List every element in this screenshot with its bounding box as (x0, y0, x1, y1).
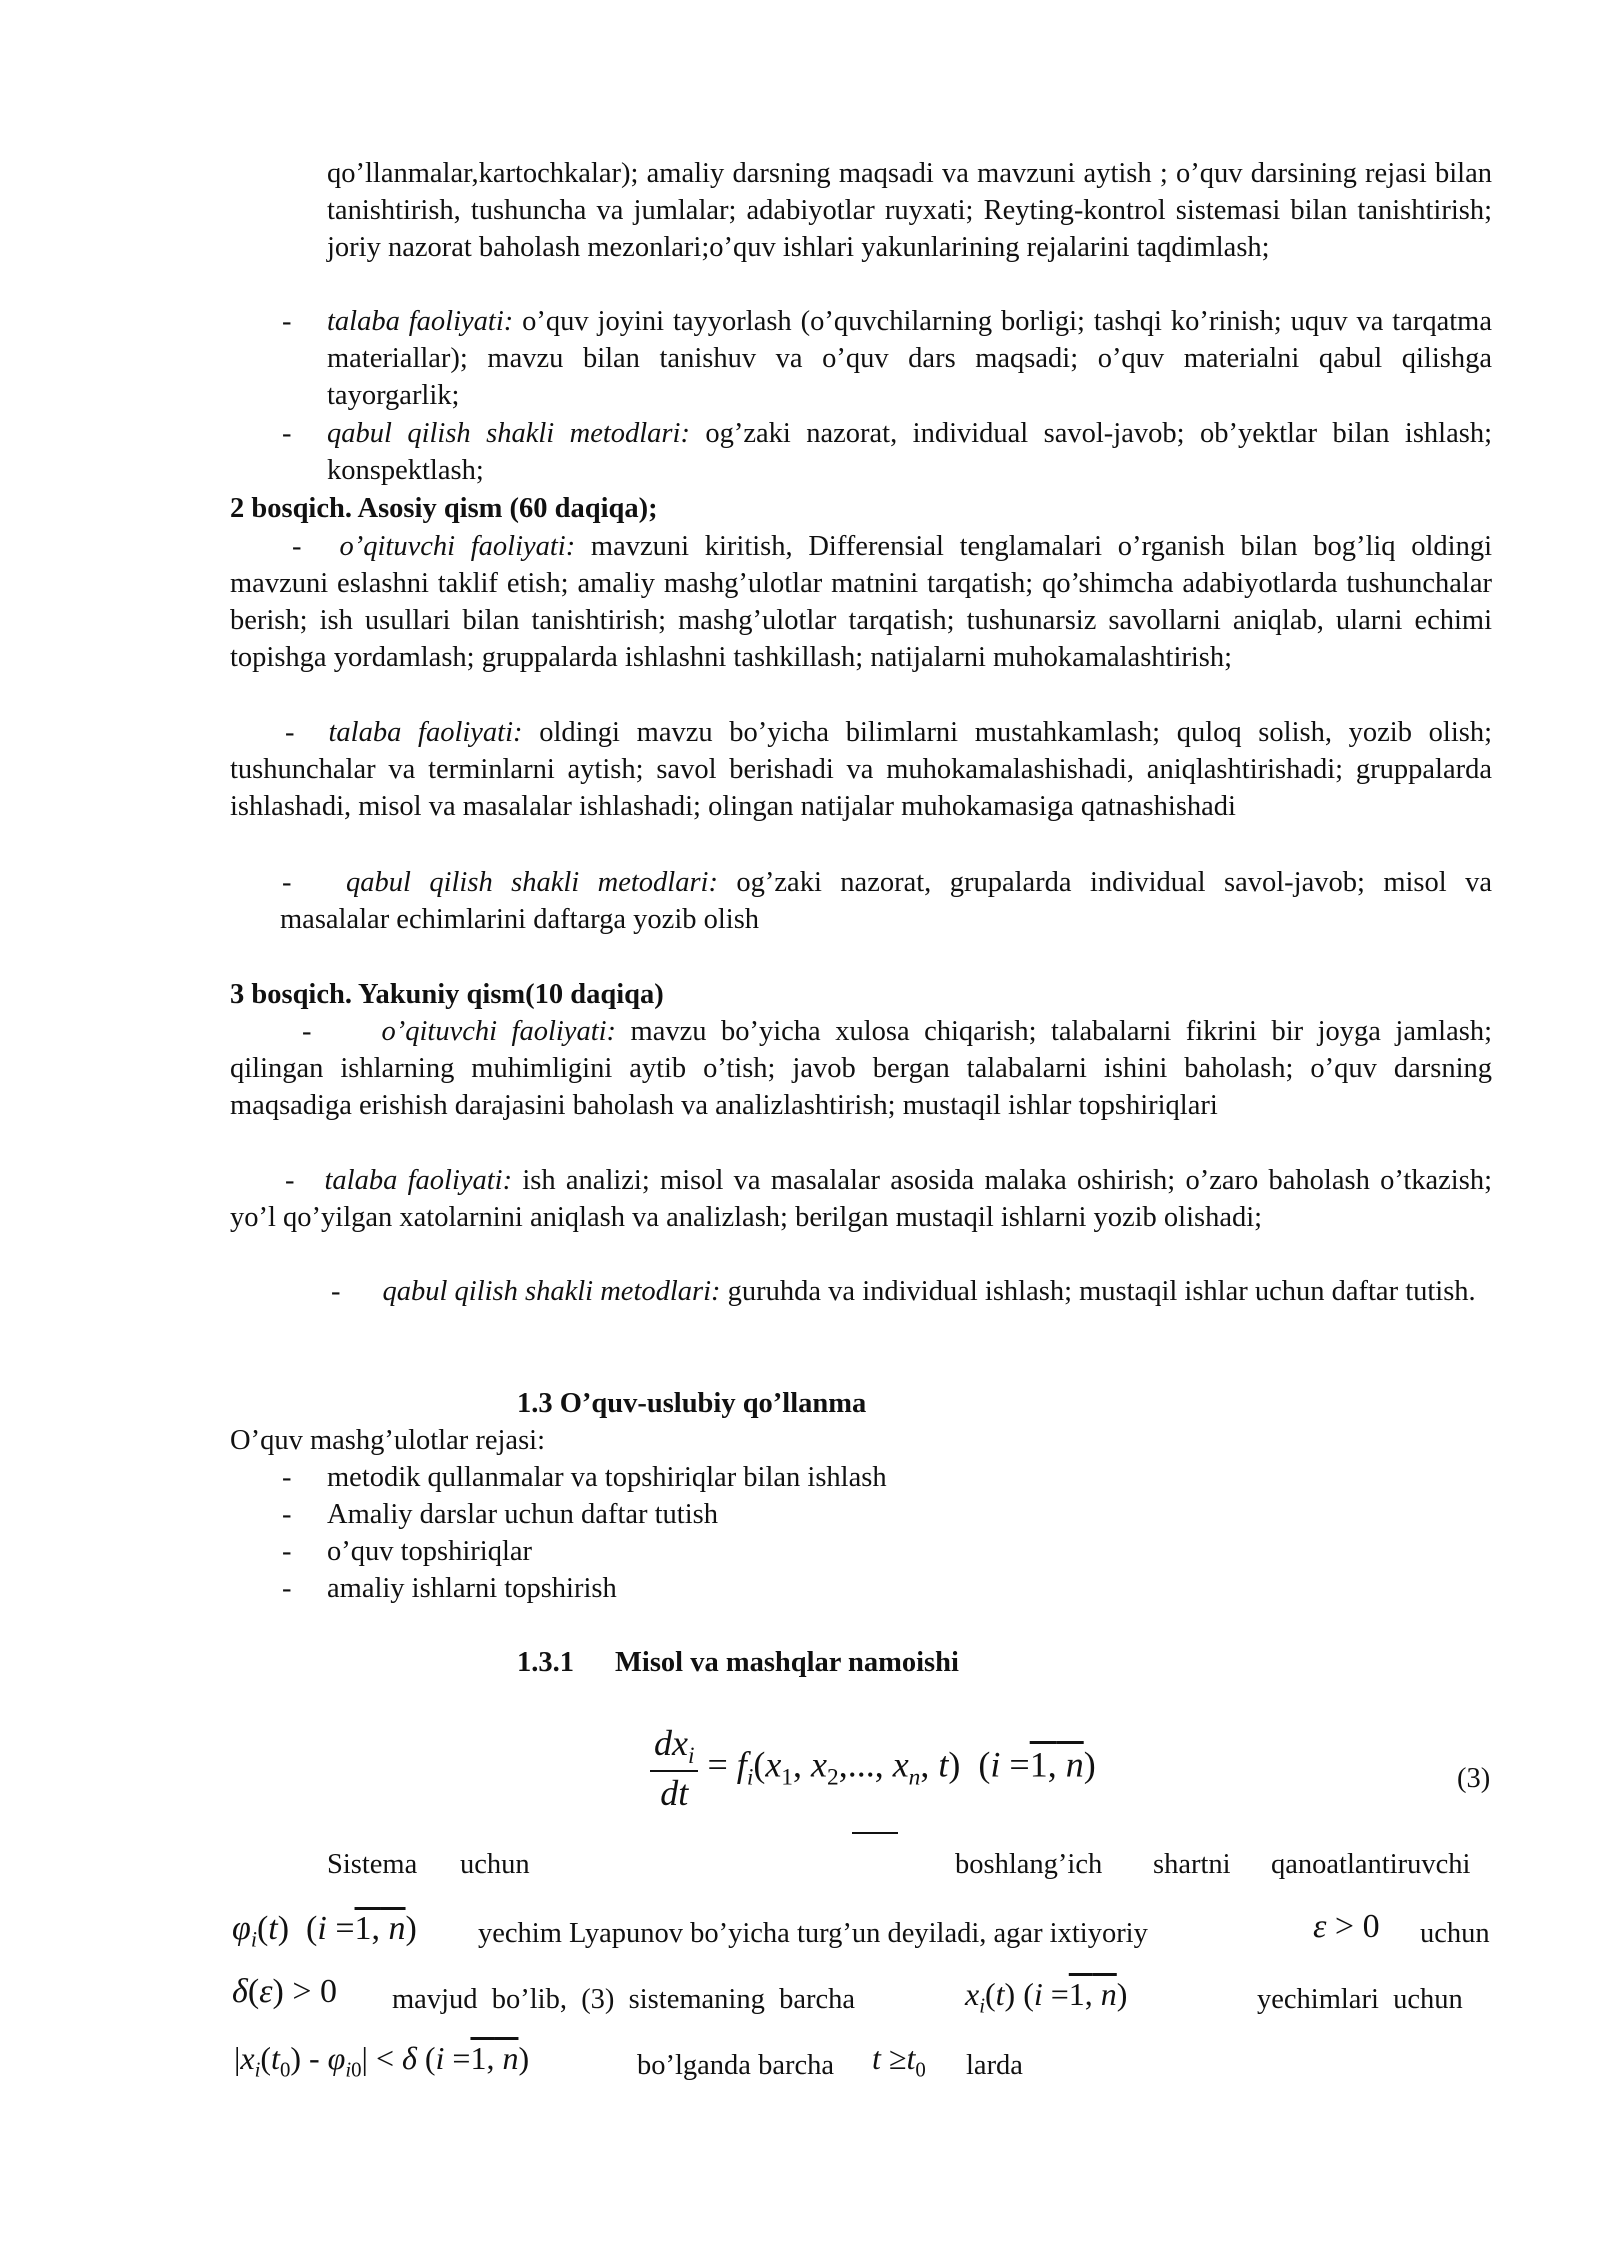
item-label: talaba faoliyati: (328, 717, 523, 748)
stage3-heading: 3 bosqich. Yakuniy qism(10 daqiqa) (230, 979, 664, 1010)
bullet-dash: - (282, 867, 292, 898)
text-shartni: shartni (1153, 1849, 1231, 1880)
bullet-dash: - (285, 717, 295, 748)
plan-item: amaliy ishlarni topshirish (327, 1573, 617, 1604)
bullet-dash: - (292, 531, 302, 562)
item-text: mavzuni kiritish, Differensial tenglamalari o’rganish bilan bog’liq oldingi mavzuni eslashni taklif etish; amaliy mashg’ulotlar matnini tarqatish; qo’shimcha adabiyotlarda tushunchalar berish; ish usullari bilan tanishtirish; mashg’ulotlar tarqatish; tushunarsiz savollarni aniqlab, ularni echimi topishga yordamlash; gruppalarda ishlashni tashkillash; natijalarni muhokamalashtirish; (230, 531, 1492, 673)
bullet-dash: - (282, 1536, 292, 1567)
item-text: og’zaki nazorat, individual savol-javob; ob’yektlar bilan ishlash; konspektlash; (327, 418, 1492, 486)
formula-phi: $\varphi_i(t)$ (i =1, n) (232, 1910, 417, 1952)
stage3-item-talaba (230, 1162, 1492, 1236)
formula-delta: δ(ε) > 0 (232, 1973, 338, 2010)
text-uchun: uchun (460, 1849, 530, 1880)
bullet-dash: - (282, 1573, 292, 1604)
formula-xi: $x_i(t)$ (i =1, n) (965, 1976, 1128, 2018)
formula-epsilon: ε > 0 (1313, 1908, 1380, 1945)
intro-paragraph: qo’llanmalar,kartochkalar); amaliy darsning maqsadi va mavzuni aytish ; o’quv darsining rejasi bilan tanishtirish, tushuncha va jumlalar; adabiyotlar ruyxati; Reyting-kontrol sistemasi bilan tanishtirish; joriy nazorat baholash mezonlari;o’quv ishlari yakunlarining rejalarini taqdimlash; (327, 158, 1492, 263)
stage2-item-metodlar (280, 864, 1492, 938)
formula-t-ge-t0: $t \ge t_0$ (872, 2040, 926, 2082)
intro-item-talaba (327, 303, 1492, 414)
text-boshlangich: boshlang’ich (955, 1849, 1103, 1880)
plan-item: metodik qullanmalar va topshiriqlar bilan ishlash (327, 1462, 887, 1493)
text-mavjud: mavjud bo’lib, (3) sistemaning barcha (392, 1984, 856, 2015)
item-label: talaba faoliyati: (324, 1165, 513, 1196)
bullet-dash: - (331, 1276, 341, 1307)
bullet-dash: - (302, 1016, 312, 1047)
plan-item: o’quv topshiriqlar (327, 1536, 533, 1567)
stage3-item-oqituvchi (230, 1013, 1492, 1124)
bullet-dash: - (282, 306, 292, 337)
item-text: og’zaki nazorat, grupalarda individual savol-javob; misol va masalalar echimlarini daftarga yozib olish (280, 867, 1492, 935)
bullet-dash: - (282, 418, 292, 449)
intro-item-metodlar (327, 415, 1492, 489)
section-1-3-1-number: 1.3.1 (517, 1647, 574, 1678)
item-label: o’qituvchi faoliyati: (339, 531, 576, 562)
item-label: o’qituvchi faoliyati: (381, 1016, 617, 1047)
plan-item: Amaliy darslar uchun daftar tutish (327, 1499, 718, 1530)
section-1-3-intro: O’quv mashg’ulotlar rejasi: (230, 1425, 546, 1456)
section-1-3-heading: 1.3 O’quv-uslubiy qo’llanma (517, 1388, 867, 1419)
item-label: qabul qilish shakli metodlari: (327, 418, 690, 449)
stage2-item-oqituvchi (230, 528, 1492, 676)
text-larda: larda (966, 2050, 1023, 2081)
equation-number: (3) (1457, 1763, 1491, 1794)
stage2-heading: 2 bosqich. Asosiy qism (60 daqiqa); (230, 493, 658, 524)
item-text: mavzu bo’yicha xulosa chiqarish; talabalarni fikrini bir joyga jamlash; qilingan ishlarning muhimligini aytib o’tish; javob bergan talabalarni ishini baholash; o’quv darsning maqsadiga erishish darajasini baholash va analizlashtirish; mustaqil ishlar topshiriqlari (230, 1016, 1492, 1121)
section-1-3-1-title: Misol va mashqlar namoishi (615, 1647, 959, 1678)
item-text: oldingi mavzu bo’yicha bilimlarni mustahkamlash; quloq solish, yozib olish; tushunchalar va terminlarni aytish; savol berishadi va muhokamalashishadi, aniqlashtirishadi; gruppalarda ishlashadi, misol va masalalar ishlashadi; olingan natijalar muhokamasiga qatnashishadi (230, 717, 1492, 822)
text-yechimlari: yechimlari uchun (1257, 1984, 1463, 2015)
text-uchun-2: uchun (1420, 1918, 1490, 1949)
text-sistema: Sistema (327, 1849, 418, 1880)
bullet-dash: - (285, 1165, 295, 1196)
equation-3: $\frac{dx_i}{dt}$ = $f_i(x_1$, $x_2$,..., $x_n$, t) (i =1, n) (650, 1722, 1096, 1814)
text-qanoatlantiruvchi: qanoatlantiruvchi (1271, 1849, 1471, 1880)
bullet-dash: - (282, 1462, 292, 1493)
item-label: qabul qilish shakli metodlari: (346, 867, 718, 898)
text-yechim: yechim Lyapunov bo’yicha turg’un deyiladi, agar ixtiyoriy (478, 1918, 1148, 1949)
stage2-item-talaba (230, 714, 1492, 825)
bullet-dash: - (282, 1499, 292, 1530)
item-label: talaba faoliyati: (327, 306, 514, 337)
item-label: qabul qilish shakli metodlari: (382, 1276, 721, 1307)
equation-underline (852, 1832, 898, 1834)
formula-inequality: $|x_i(t_0) - \varphi_{i0}| < \delta$ (i =1, n) (234, 2040, 530, 2082)
stage3-item-metodlar (230, 1273, 1492, 1310)
item-text: guruhda va individual ishlash; mustaqil ishlar uchun daftar tutish. (720, 1276, 1476, 1307)
item-text: ish analizi; misol va masalalar asosida malaka oshirish; o’zaro baholash o’tkazish; yo’l qo’yilgan xatolarnini aniqlash va analizlash; berilgan mustaqil ishlarni yozib olishadi; (230, 1165, 1492, 1233)
text-bolganda: bo’lganda barcha (637, 2050, 835, 2081)
item-text: o’quv joyini tayyorlash (o’quvchilarning borligi; tashqi ko’rinish; uquv va tarqatma materiallar); mavzu bilan tanishuv va o’quv dars maqsadi; o’quv materialni qabul qilishga tayorgarlik; (327, 306, 1492, 411)
